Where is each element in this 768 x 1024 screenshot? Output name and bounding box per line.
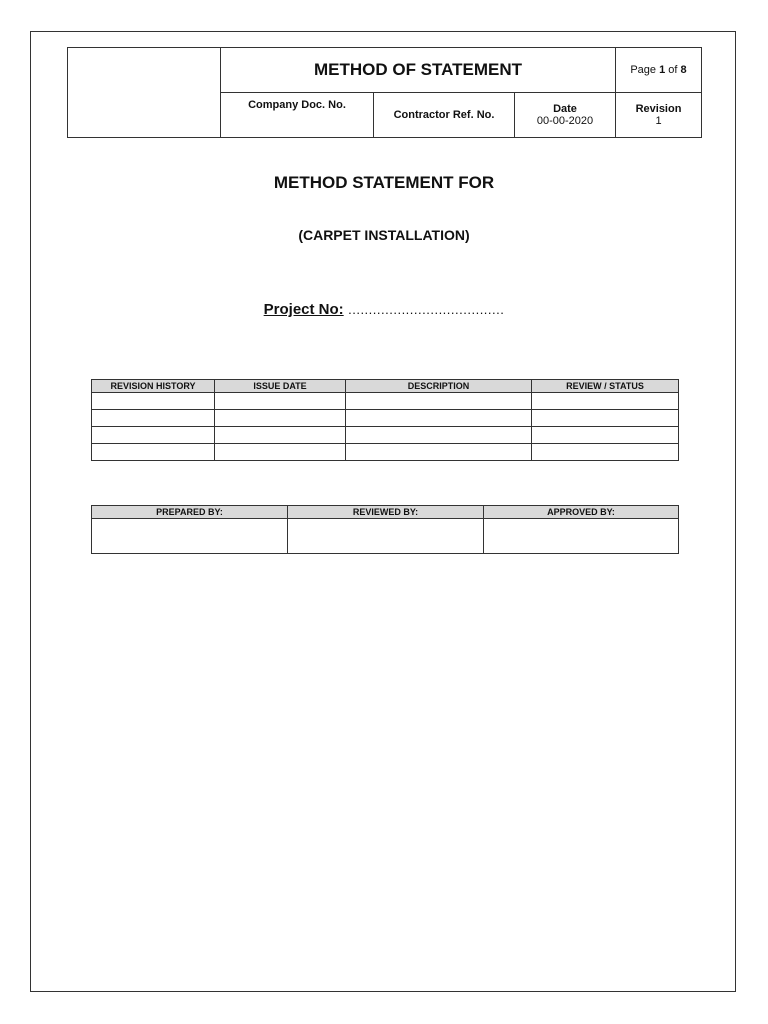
- table-cell: [215, 410, 346, 427]
- contractor-ref-label: Contractor Ref. No.: [374, 93, 515, 138]
- table-cell: [92, 427, 215, 444]
- approved-by-signature: [484, 519, 679, 554]
- prepared-by-header: PREPARED BY:: [92, 506, 288, 519]
- logo-cell: [68, 48, 221, 138]
- table-header-row: [92, 506, 679, 519]
- project-label: Project No:: [263, 301, 344, 318]
- page-of: of: [668, 64, 678, 76]
- page-indicator: [616, 48, 702, 93]
- approved-by-header: APPROVED BY:: [484, 506, 679, 519]
- table-row: [92, 427, 679, 444]
- document-title: METHOD OF STATEMENT: [221, 48, 616, 93]
- table-row: [92, 444, 679, 461]
- table-cell: [532, 444, 679, 461]
- signature-table: [91, 505, 679, 554]
- table-header-row: [92, 380, 679, 393]
- table-cell: [532, 410, 679, 427]
- column-header: DESCRIPTION: [346, 380, 532, 393]
- table-cell: [532, 393, 679, 410]
- revision-value: 1: [655, 115, 662, 127]
- reviewed-by-header: REVIEWED BY:: [288, 506, 484, 519]
- table-cell: [92, 444, 215, 461]
- revision-history-table: [91, 379, 679, 461]
- column-header: ISSUE DATE: [215, 380, 346, 393]
- date-value: 00-00-2020: [536, 115, 594, 127]
- company-doc-label: Company Doc. No.: [221, 93, 374, 138]
- date-label: Date: [553, 103, 577, 115]
- table-cell: [215, 444, 346, 461]
- page-prefix: Page: [630, 64, 657, 76]
- document-header: [67, 47, 702, 138]
- table-cell: [346, 410, 532, 427]
- date-cell: [515, 93, 616, 138]
- table-row: [92, 393, 679, 410]
- table-cell: [92, 410, 215, 427]
- column-header: REVISION HISTORY: [92, 380, 215, 393]
- project-value: ......................................: [348, 302, 505, 317]
- project-line: [0, 301, 768, 319]
- table-cell: [532, 427, 679, 444]
- page-current: 1: [659, 64, 666, 76]
- table-cell: [346, 444, 532, 461]
- prepared-by-signature: [92, 519, 288, 554]
- table-cell: [92, 393, 215, 410]
- main-title: METHOD STATEMENT FOR: [273, 173, 495, 192]
- page-total: 8: [680, 64, 687, 76]
- sub-title: (CARPET INSTALLATION): [298, 227, 470, 243]
- table-cell: [346, 393, 532, 410]
- table-cell: [346, 427, 532, 444]
- reviewed-by-signature: [288, 519, 484, 554]
- table-cell: [215, 393, 346, 410]
- column-header: REVIEW / STATUS: [532, 380, 679, 393]
- revision-label: Revision: [635, 103, 682, 115]
- table-row: [92, 519, 679, 554]
- table-row: [92, 410, 679, 427]
- revision-cell: [616, 93, 702, 138]
- table-cell: [215, 427, 346, 444]
